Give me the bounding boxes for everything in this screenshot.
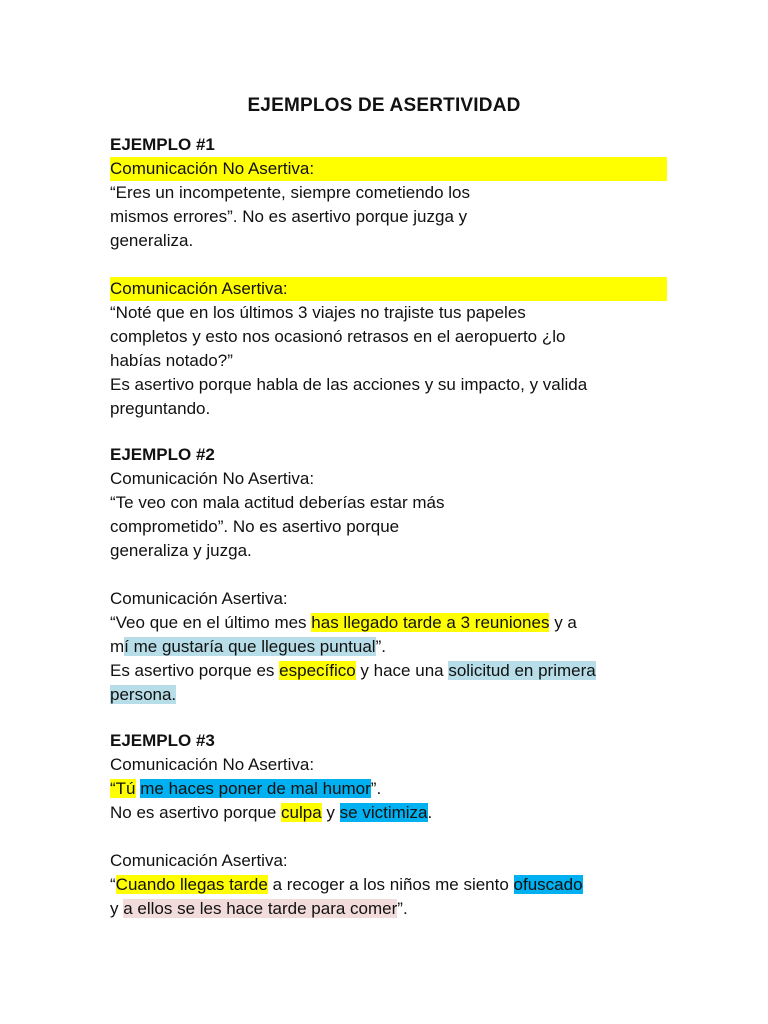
example-3-non-assertive-label: Comunicación No Asertiva:	[110, 755, 315, 774]
example-2-non-assertive-line: comprometido”. No es asertivo porque	[110, 517, 400, 536]
example-2-heading: EJEMPLO #2	[110, 445, 215, 464]
text-run: y	[321, 803, 340, 822]
example-2-assertive-line-3	[110, 659, 670, 683]
example-1-assertive-label: Comunicación Asertiva:	[110, 277, 667, 301]
text-run: No es asertivo porque	[110, 803, 282, 822]
text-run: Es asertivo porque es	[110, 661, 280, 680]
example-2-non-assertive-label: Comunicación No Asertiva:	[110, 469, 315, 488]
example-3-non-assertive-line-1	[110, 777, 670, 801]
highlight-yellow: específico	[279, 661, 356, 680]
text-run: y	[110, 899, 124, 918]
example-2-assertive-line-2	[110, 635, 670, 659]
text-run: a recoger a los niños me siento	[267, 875, 514, 894]
example-1-assertive-line: preguntando.	[110, 399, 211, 418]
text-run: “Veo que en el último mes	[110, 613, 312, 632]
example-1	[110, 133, 670, 421]
example-1-heading: EJEMPLO #1	[110, 135, 215, 154]
example-3-assertive-line-1	[110, 873, 670, 897]
highlight-yellow: has llegado tarde a 3 reuniones	[311, 613, 550, 632]
example-2-non-assertive-line: “Te veo con mala actitud deberías estar más	[110, 493, 445, 512]
highlight-light-blue: persona.	[110, 685, 177, 704]
example-3-non-assertive-line-2	[110, 801, 670, 825]
highlight-cyan: me haces poner de mal humor	[140, 779, 371, 798]
example-1-non-assertive-line: mismos errores”. No es asertivo porque juzga y	[110, 207, 468, 226]
highlight-cyan: ofuscado	[513, 875, 583, 894]
text-run: “	[110, 875, 116, 894]
example-2-assertive-line-1	[110, 611, 670, 635]
text-run: y hace una	[355, 661, 449, 680]
highlight-cyan: se victimiza	[339, 803, 428, 822]
example-1-assertive-line: “Noté que en los últimos 3 viajes no trajiste tus papeles	[110, 303, 526, 322]
text-run: .	[427, 803, 433, 822]
example-3-heading: EJEMPLO #3	[110, 731, 215, 750]
example-2-assertive-line-4	[110, 683, 670, 707]
text-run: ”.	[397, 899, 408, 918]
example-3-assertive-line-2	[110, 897, 670, 921]
highlight-light-blue: solicitud en primera	[448, 661, 596, 680]
example-3-assertive-label: Comunicación Asertiva:	[110, 851, 288, 870]
example-1-non-assertive-line: “Eres un incompetente, siempre cometiendo los	[110, 183, 471, 202]
highlight-light-blue: í me gustaría que llegues puntual	[124, 637, 376, 656]
text-run: ”.	[370, 779, 382, 798]
example-1-non-assertive-line: generaliza.	[110, 231, 194, 250]
highlight-yellow: Cuando llegas tarde	[115, 875, 268, 894]
example-1-assertive-line: Es asertivo porque habla de las acciones y su impacto, y valida	[110, 375, 588, 394]
page-title: EJEMPLOS DE ASERTIVIDAD	[247, 95, 521, 116]
example-2	[110, 443, 670, 707]
highlight-yellow: culpa	[281, 803, 322, 822]
highlight-pink: a ellos se les hace tarde para comer	[123, 899, 398, 918]
text-run: m	[110, 637, 125, 656]
text-run: y a	[549, 613, 577, 632]
example-1-assertive-line: completos y esto nos ocasionó retrasos en el aeropuerto ¿lo	[110, 327, 566, 346]
highlight-yellow: “Tú	[110, 779, 136, 798]
example-1-non-assertive-label: Comunicación No Asertiva:	[110, 157, 667, 181]
text-run: ”.	[375, 637, 386, 656]
example-2-assertive-label: Comunicación Asertiva:	[110, 589, 288, 608]
example-3	[110, 729, 670, 921]
example-1-assertive-line: habías notado?”	[110, 351, 233, 370]
example-2-non-assertive-line: generaliza y juzga.	[110, 541, 252, 560]
